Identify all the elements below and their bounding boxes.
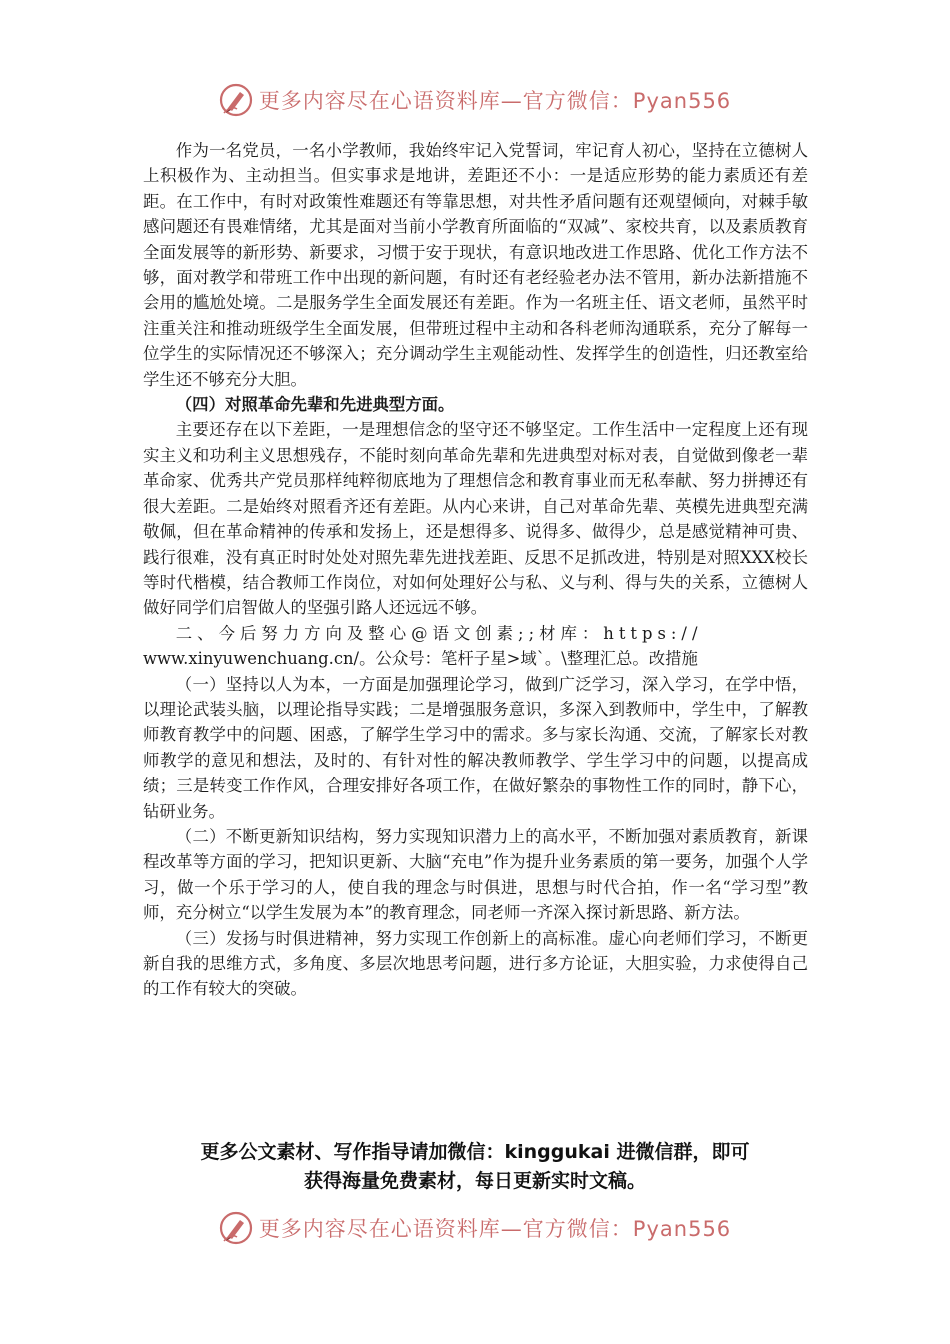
section-heading-future-direction: 二、今后努力方向及整心@语文创素;;材库：https:// bbox=[175, 623, 703, 643]
footer-promo-line1: 更多公文素材、写作指导请加微信：kinggukai 进微信群，即可 bbox=[200, 1141, 750, 1163]
footer-promo-line2: 获得海量免费素材，每日更新实时文稿。 bbox=[303, 1170, 646, 1192]
section-heading-continued: www.xinyuwenchuang.cn/。公众号：笔杆子星>域`。\整理汇总。改措施 bbox=[143, 649, 698, 669]
header-watermark-banner bbox=[0, 80, 950, 120]
footer-promo bbox=[100, 1138, 850, 1196]
watermark-text: 更多内容尽在心语资料库—官方微信：Pyan556 bbox=[258, 1217, 732, 1241]
watermark-text: 更多内容尽在心语资料库—官方微信：Pyan556 bbox=[258, 89, 732, 113]
pen-logo-icon bbox=[219, 83, 253, 117]
section-heading-revolutionary-models: （四）对照革命先辈和先进典型方面。 bbox=[175, 395, 455, 415]
document-body bbox=[143, 138, 808, 1002]
pen-logo-icon bbox=[219, 1211, 253, 1245]
paragraph-measure-one: （一）坚持以人为本，一方面是加强理论学习，做到广泛学习，深入学习，在学中悟，以理论武装头脑，以理论指导实践；二是增强服务意识，多深入到教师中，学生中，了解教师教育教学中的问题、困惑，了解学生学习中的需求。多与家长沟通、交流，了解家长对教师教学的意见和想法，及时的、有针对性的解决教师教学、学生学习中的问题，以提高成绩；三是转变工作作风，合理安排好各项工作，在做好繁杂的事物性工作的同时，静下心，钻研业务。 bbox=[143, 674, 808, 821]
paragraph-ideals-gap: 主要还存在以下差距，一是理想信念的坚守还不够坚定。工作生活中一定程度上还有现实主义和功利主义思想残存，不能时刻向革命先辈和先进典型对标对表，自觉做到像老一辈革命家、优秀共产党员那样纯粹彻底地为了理想信念和教育事业而无私奉献、努力拼搏还有很大差距。二是始终对照看齐还有差距。从内心来讲，自己对革命先辈、英模先进典型充满敬佩，但在革命精神的传承和发扬上，还是想得多、说得多、做得少，总是感觉精神可贵、践行很难，没有真正时时处处对照先辈先进找差距、反思不足抓改进，特别是对照XXX校长等时代楷模，结合教师工作岗位，对如何处理好公与私、义与利、得与失的关系，立德树人做好同学们启智做人的坚强引路人还远远不够。 bbox=[143, 420, 808, 618]
footer-watermark-banner bbox=[0, 1208, 950, 1248]
paragraph-party-member-gap: 作为一名党员，一名小学教师，我始终牢记入党誓词，牢记育人初心，坚持在立德树人上积极作为、主动担当。但实事求是地讲，差距还不小：一是适应形势的能力素质还有差距。在工作中，有时对政策性难题还有等靠思想，对共性矛盾问题有还观望倾向，对棘手敏感问题还有畏难情绪，尤其是面对当前小学教育所面临的“双减”、家校共育，以及素质教育全面发展等的新形势、新要求，习惯于安于现状，有意识地改进工作思路、优化工作方法不够，面对教学和带班工作中出现的新问题，有时还有老经验老办法不管用，新办法新措施不会用的尴尬处境。二是服务学生全面发展还有差距。作为一名班主任、语文老师，虽然平时注重关注和推动班级学生全面发展，但带班过程中主动和各科老师沟通联系，充分了解每一位学生的实际情况还不够深入；充分调动学生主观能动性、发挥学生的创造性，归还教室给学生还不够充分大胆。 bbox=[143, 141, 808, 389]
paragraph-measure-three: （三）发扬与时俱进精神，努力实现工作创新上的高标准。虚心向老师们学习，不断更新自我的思维方式，多角度、多层次地思考问题，进行多方论证，大胆实验，力求使得自己的工作有较大的突破。 bbox=[143, 928, 808, 999]
paragraph-measure-two: （二）不断更新知识结构，努力实现知识潜力上的高水平，不断加强对素质教育，新课程改革等方面的学习，把知识更新、大脑“充电”作为提升业务素质的第一要务，加强个人学习，做一个乐于学习的人，使自我的理念与时俱进，思想与时代合拍，作一名“学习型”教师，充分树立“以学生发展为本”的教育理念，同老师一齐深入探讨新思路、新方法。 bbox=[143, 826, 808, 923]
